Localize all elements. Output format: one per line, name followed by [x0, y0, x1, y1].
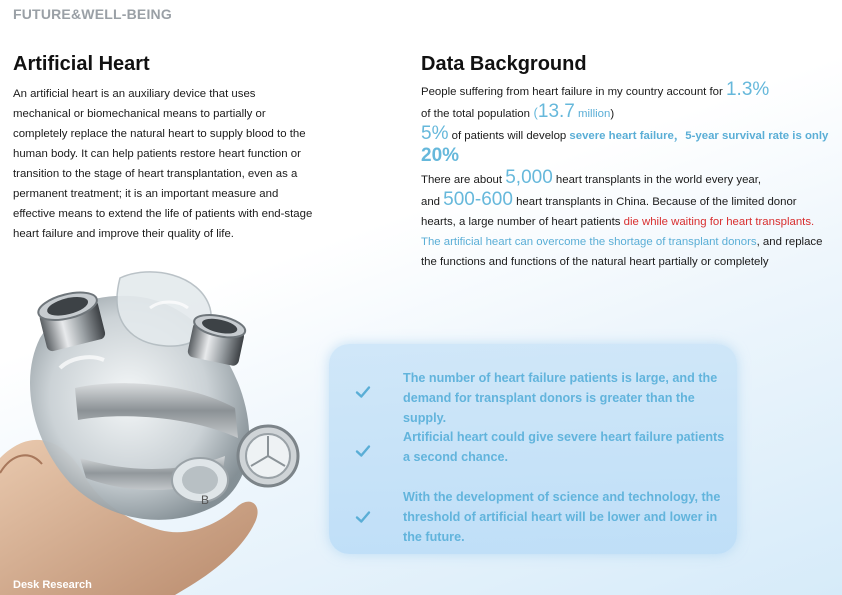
- data-line-4: [421, 168, 831, 190]
- key-point-text: Artificial heart could give severe heart failure patients a second chance.: [403, 430, 725, 464]
- data-text: of patients will develop: [448, 130, 570, 142]
- data-line-6: [421, 232, 831, 272]
- stat-number: 13.7: [537, 101, 575, 122]
- photo-mark: B: [201, 493, 210, 507]
- data-line-5: [421, 190, 831, 232]
- stat-unit: million: [574, 108, 611, 120]
- artificial-heart-title: Artificial Heart: [13, 53, 150, 75]
- data-alert: die while waiting for heart transplants.: [623, 216, 815, 228]
- data-line-3: [421, 124, 831, 168]
- check-icon: [355, 384, 371, 400]
- data-background-title: Data Background: [421, 53, 587, 75]
- artificial-heart-photo: [0, 268, 310, 595]
- header-tag: FUTURE&WELL-BEING: [13, 6, 172, 22]
- stat-number: 500-600: [443, 189, 513, 210]
- key-points-panel: [329, 344, 737, 554]
- data-text: heart transplants in the world every year,: [552, 174, 762, 186]
- data-highlight: severe heart failure，5-year survival rate is only: [569, 130, 829, 142]
- data-paren: (: [529, 105, 538, 120]
- key-point-text: The number of heart failure patients is large, and the demand for transplant donors is greater than the supply.: [403, 371, 718, 425]
- data-line-1: [421, 80, 831, 102]
- data-background-text: [421, 80, 831, 272]
- data-text: , and replace the functions and functions of the natural heart partially or completely: [421, 236, 823, 268]
- data-paren: ): [610, 108, 615, 120]
- stat-number: 5,000: [505, 167, 553, 188]
- check-icon: [355, 509, 371, 525]
- data-line-2: [421, 102, 831, 124]
- stat-percentage: 5%: [421, 123, 449, 144]
- stat-percentage: 20%: [421, 145, 460, 166]
- artificial-heart-description: An artificial heart is an auxiliary device that uses mechanical or biomechanical means to partially or completely replace the natural heart to supply blood to the human body. It can help patients restore heart function or transition to the stage of heart transplantation, even as a permanent treatment; it is an important measure and effective means to extend the life of patients with end-stage heart failure and improve their quality of life.: [13, 88, 313, 240]
- key-point-text: With the development of science and technology, the threshold of artificial heart will be lower and lower in the future.: [403, 490, 721, 544]
- data-text: People suffering from heart failure in my country account for: [421, 86, 726, 98]
- data-text: of the total population: [421, 108, 530, 120]
- data-text: There are about: [421, 174, 506, 186]
- data-text: heart transplants in China. Because of the limited donor hearts, a large number of heart patients: [421, 196, 797, 228]
- desk-research-label: Desk Research: [13, 579, 92, 591]
- stat-percentage: 1.3%: [725, 79, 770, 100]
- check-icon: [355, 443, 371, 459]
- data-highlight: The artificial heart can overcome the shortage of transplant donors: [421, 236, 757, 248]
- data-text: and: [421, 196, 444, 208]
